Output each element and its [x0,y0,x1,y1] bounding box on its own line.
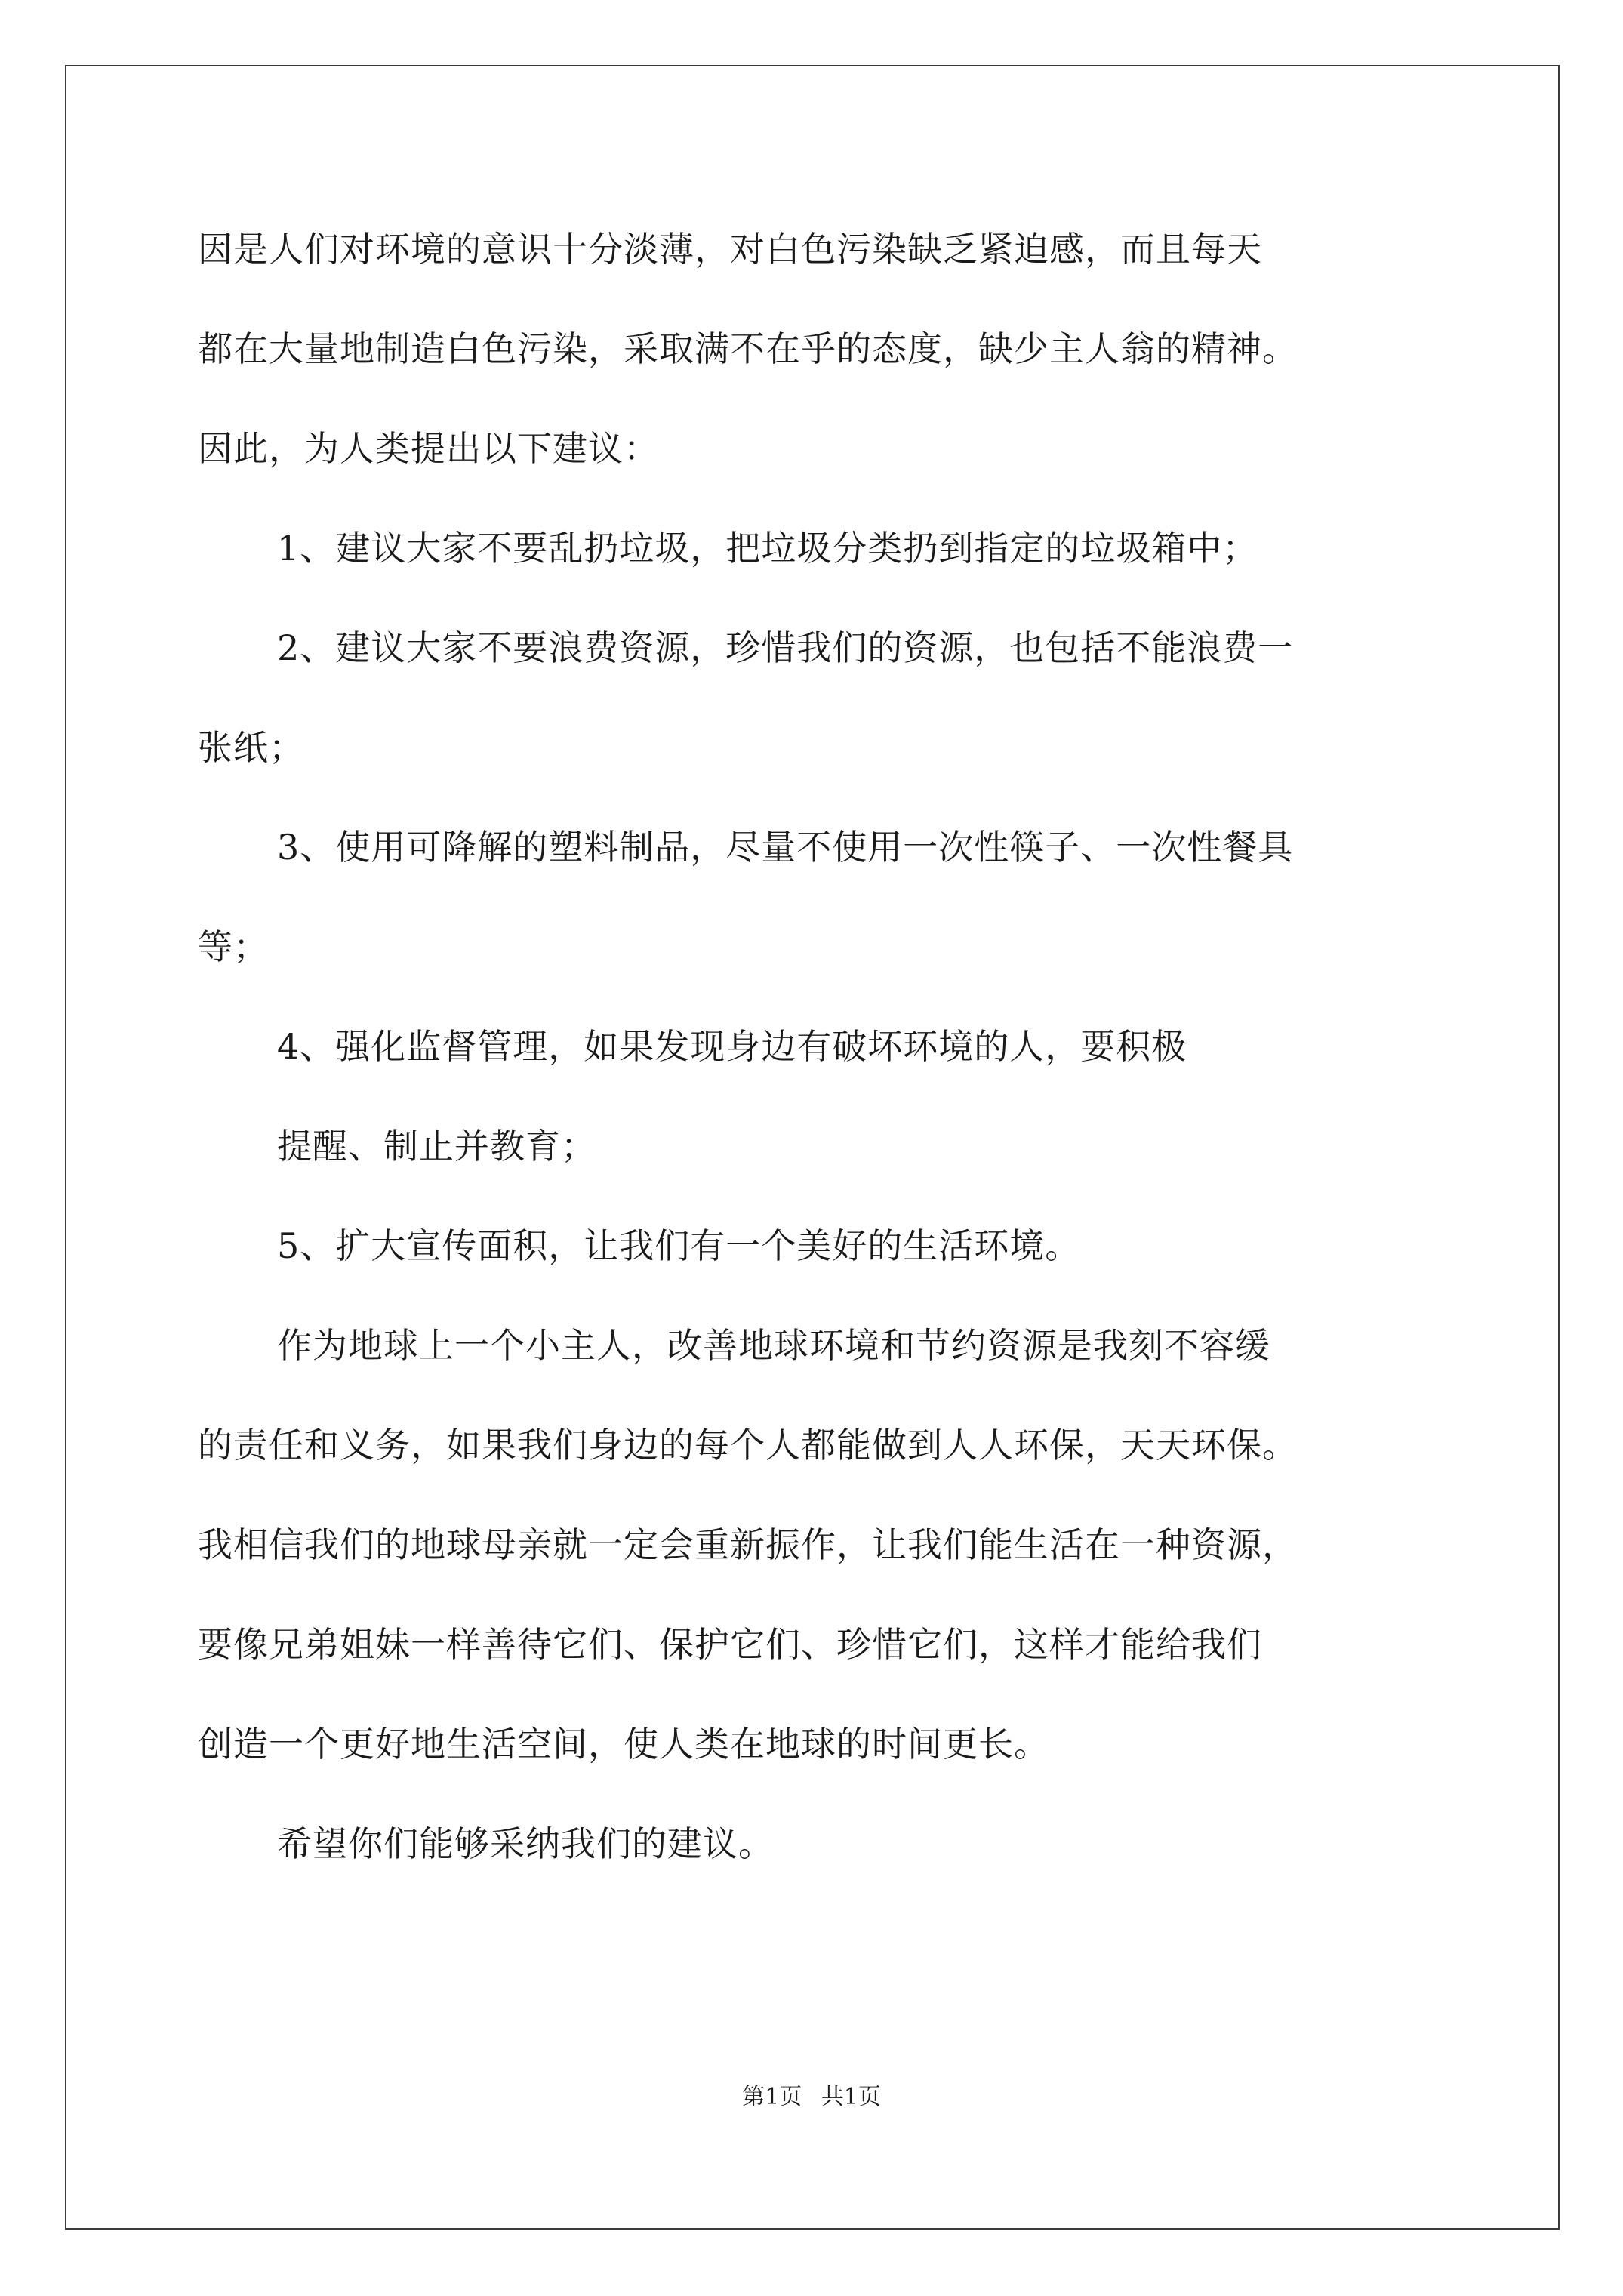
page-footer [0,2082,1623,2113]
body-text-line: 作为地球上一个小主人，改善地球环境和节约资源是我刻不容缓 [277,1325,1270,1366]
suggestion-item-1: 1、建议大家不要乱扔垃圾，把垃圾分类扔到指定的垃圾箱中； [277,528,1258,569]
suggestion-item-4: 4、强化监督管理，如果发现身边有破坏环境的人，要积极 [277,1026,1187,1067]
body-text-line: 等； [198,926,269,967]
body-text-line: 因此，为人类提出以下建议： [198,428,659,469]
body-text-line: 创造一个更好地生活空间，使人类在地球的时间更长。 [198,1724,1049,1764]
suggestion-item-5: 5、扩大宣传面积，让我们有一个美好的生活环境。 [277,1225,1081,1266]
body-text-line: 的责任和义务，如果我们身边的每个人都能做到人人环保，天天环保。 [198,1425,1298,1465]
suggestion-item-2: 2、建议大家不要浪费资源，珍惜我们的资源，也包括不能浪费一 [277,627,1294,668]
body-text-line: 提醒、制止并教育； [277,1126,596,1166]
closing-line: 希望你们能够采纳我们的建议。 [277,1823,774,1864]
body-text-line: 都在大量地制造白色污染，采取满不在乎的态度，缺少主人翁的精神。 [198,328,1298,369]
body-text-line: 我相信我们的地球母亲就一定会重新振作，让我们能生活在一种资源， [198,1524,1298,1565]
suggestion-item-3: 3、使用可降解的塑料制品，尽量不使用一次性筷子、一次性餐具 [277,827,1294,868]
body-text-line: 张纸； [198,727,304,768]
page-number-total: 共1页 [821,2084,881,2110]
body-text-line: 因是人们对环境的意识十分淡薄，对白色污染缺乏紧迫感，而且每天 [198,229,1262,270]
body-text-line: 要像兄弟姐妹一样善待它们、保护它们、珍惜它们，这样才能给我们 [198,1624,1262,1665]
page-number-current: 第1页 [742,2084,802,2110]
